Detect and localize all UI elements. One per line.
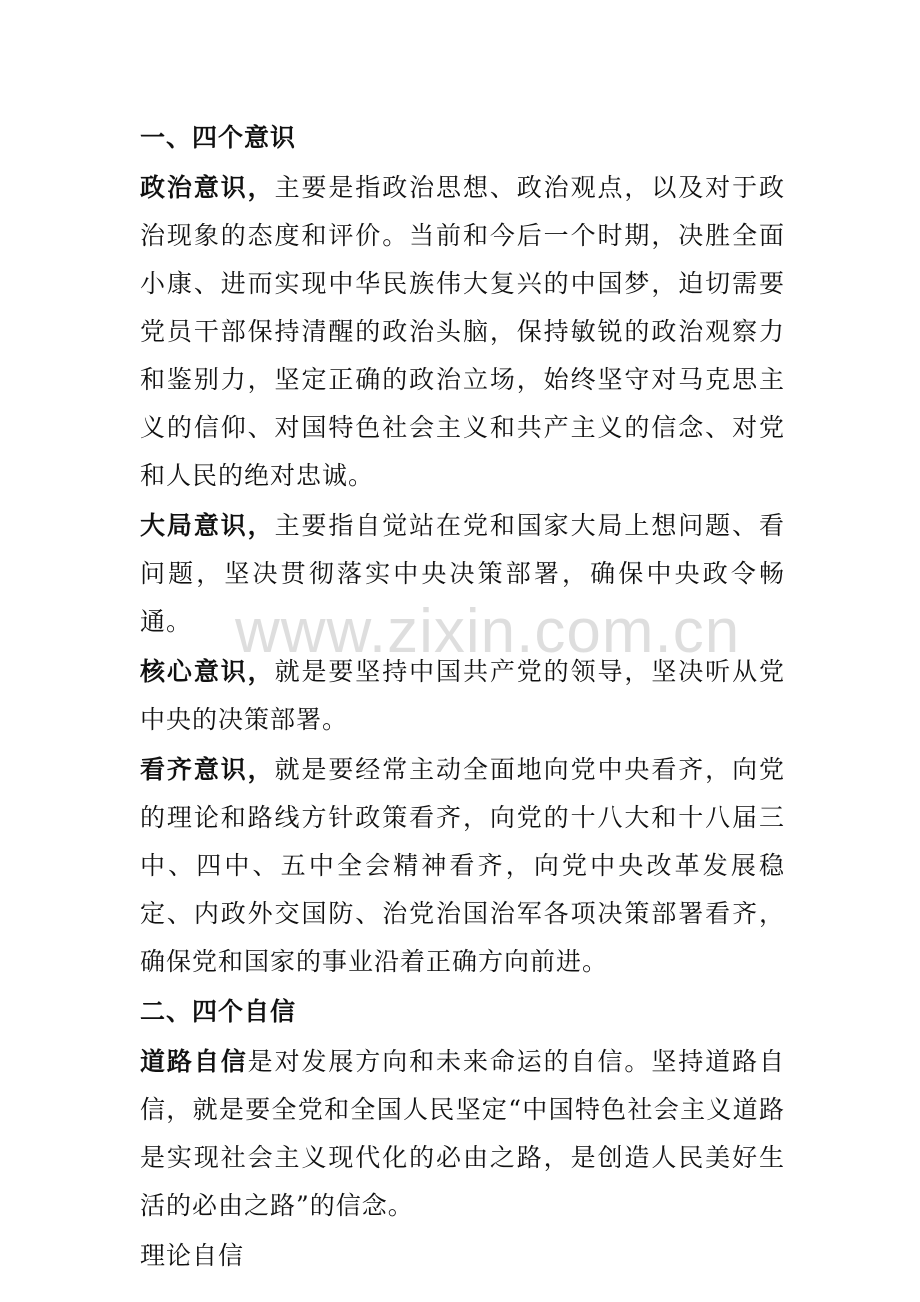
section-heading-four-consciousness: 一、四个意识: [140, 123, 297, 152]
watermark: www.zixin.com.cn: [235, 597, 741, 666]
term-path-confidence: 道路自信: [140, 1047, 248, 1076]
section-heading-four-confidences: 二、四个自信: [140, 997, 297, 1026]
paragraph-text: 是对发展方向和未来命运的自信。坚持道路自信，就是要全党和全国人民坚定“中国特色社会主义道路是实现社会主义现代化的必由之路，是创造人民美好生活的必由之路”的信念。: [140, 1047, 785, 1220]
paragraph-text: 主要指自觉站在党和国家大局上想问题、看问题，坚决贯彻落实中央决策部署，确保中央政令畅通。: [140, 511, 785, 636]
paragraph-text: 就是要坚持中国共产党的领导，坚决听从党中央的决策部署。: [140, 657, 785, 734]
term-political-consciousness: 政治意识，: [140, 173, 275, 202]
paragraph-text: 就是要经常主动全面地向党中央看齐，向党的理论和路线方针政策看齐，向党的十八大和十八届三中、四中、五中全会精神看齐，向党中央改革发展稳定、内政外交国防、治党治国治军各项决策部署看齐，确保党和国家的事业沿着正确方向前进。: [140, 755, 785, 976]
term-alignment-consciousness: 看齐意识，: [140, 755, 275, 784]
paragraph-theory-confidence: 理论自信: [140, 1241, 245, 1270]
paragraph-overall-consciousness: [140, 502, 785, 646]
paragraph-path-confidence: [140, 1038, 785, 1230]
document-body: [140, 114, 785, 1282]
paragraph-political-consciousness: [140, 164, 785, 500]
paragraph-text: 主要是指政治思想、政治观点，以及对于政治现象的态度和评价。当前和今后一个时期，决胜全面小康、进而实现中华民族伟大复兴的中国梦，迫切需要党员干部保持清醒的政治头脑，保持敏锐的政治观察力和鉴别力，坚定正确的政治立场，始终坚守对马克思主义的信仰、对国特色社会主义和共产主义的信念、对党和人民的绝对忠诚。: [140, 173, 785, 490]
term-core-consciousness: 核心意识，: [140, 657, 275, 686]
paragraph-core-consciousness: [140, 648, 785, 744]
paragraph-alignment-consciousness: [140, 746, 785, 986]
term-overall-consciousness: 大局意识，: [140, 511, 275, 540]
